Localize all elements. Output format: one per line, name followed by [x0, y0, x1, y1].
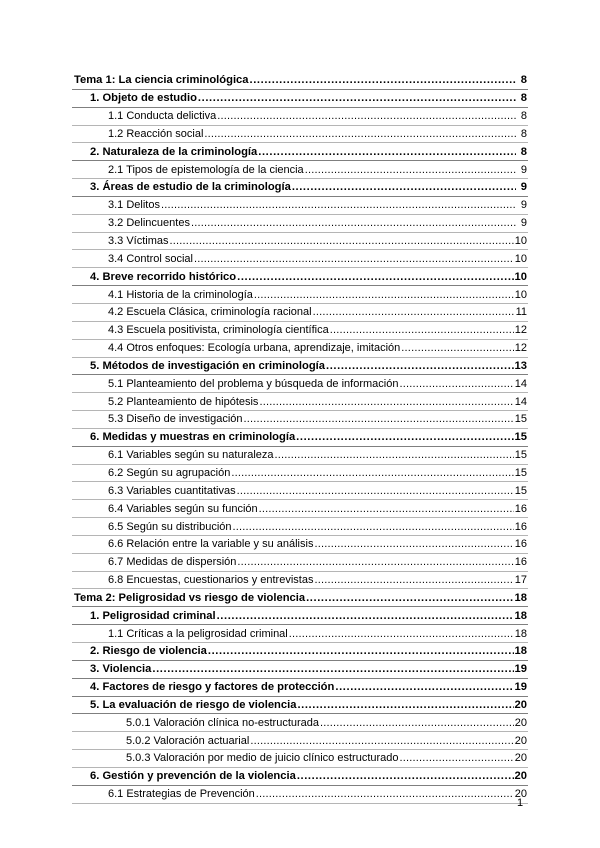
toc-entry-page: 15: [514, 449, 527, 462]
toc-entry-title: 5.0.3 Valoración por medio de juicio clínico estructurado: [126, 752, 399, 765]
toc-entry[interactable]: [72, 625, 528, 643]
dot-leader: [275, 449, 514, 461]
toc-entry-title: Tema 1: La ciencia criminológica: [74, 74, 249, 87]
toc-entry[interactable]: [72, 482, 528, 500]
toc-entry-page: 16: [514, 520, 527, 533]
toc-entry-page: 14: [514, 377, 527, 390]
toc-entry[interactable]: [72, 429, 528, 447]
toc-entry-title: 1.1 Conducta delictiva: [108, 110, 217, 123]
toc-entry[interactable]: [72, 411, 528, 429]
toc-entry-title: 5.2 Planteamiento de hipótesis: [108, 395, 259, 408]
table-of-contents: [72, 72, 528, 804]
toc-entry-page: 16: [514, 556, 527, 569]
dot-leader: [170, 235, 514, 247]
dot-leader: [313, 306, 515, 318]
dot-leader: [217, 110, 516, 122]
toc-entry-page: 15: [514, 431, 527, 444]
toc-entry-page: 18: [514, 627, 527, 640]
toc-entry-title: 3.2 Delincuentes: [108, 217, 190, 230]
dot-leader: [194, 253, 514, 265]
toc-entry-page: 9: [520, 181, 527, 194]
dot-leader: [314, 574, 513, 586]
dot-leader: [233, 521, 514, 533]
dot-leader: [400, 752, 514, 764]
toc-entry[interactable]: [72, 286, 528, 304]
toc-entry-title: 1. Peligrosidad criminal: [90, 609, 216, 622]
dot-leader: [217, 610, 514, 622]
toc-entry[interactable]: [72, 572, 528, 590]
dot-leader: [297, 770, 514, 782]
toc-entry[interactable]: [72, 589, 528, 607]
toc-entry-title: 2.1 Tipos de epistemología de la ciencia: [108, 163, 304, 176]
toc-entry-title: 6.7 Medidas de dispersión: [108, 556, 237, 569]
toc-entry-title: 4.2 Escuela Clásica, criminología racional: [108, 306, 312, 319]
toc-entry[interactable]: [72, 197, 528, 215]
toc-entry[interactable]: [72, 768, 528, 786]
dot-leader: [237, 485, 514, 497]
toc-entry-page: 20: [514, 788, 527, 801]
toc-entry-page: 18: [514, 645, 527, 658]
toc-entry-page: 20: [514, 770, 527, 783]
dot-leader: [256, 788, 514, 800]
toc-entry[interactable]: [72, 358, 528, 376]
dot-leader: [314, 538, 513, 550]
toc-entry[interactable]: [72, 607, 528, 625]
toc-entry-page: 15: [514, 484, 527, 497]
toc-entry-page: 14: [514, 395, 527, 408]
dot-leader: [306, 592, 513, 604]
dot-leader: [250, 74, 516, 86]
toc-entry-title: 3.1 Delitos: [108, 199, 160, 212]
toc-entry-page: 12: [514, 324, 527, 337]
toc-entry-title: 5.0.2 Valoración actuarial: [126, 734, 250, 747]
toc-entry-title: 3. Áreas de estudio de la criminología: [90, 181, 291, 194]
toc-entry-title: 3. Violencia: [90, 663, 152, 676]
toc-entry-page: 18: [514, 609, 527, 622]
dot-leader: [250, 735, 513, 747]
dot-leader: [161, 199, 516, 211]
toc-entry[interactable]: [72, 126, 528, 144]
toc-entry[interactable]: [72, 268, 528, 286]
toc-entry-title: 6.2 Según su agrupación: [108, 466, 231, 479]
toc-entry[interactable]: [72, 714, 528, 732]
toc-entry-page: 15: [514, 413, 527, 426]
toc-entry-title: 6. Medidas y muestras en criminología: [90, 431, 296, 444]
dot-leader: [297, 699, 513, 711]
toc-entry-title: 4.4 Otros enfoques: Ecología urbana, aprendizaje, imitación: [108, 342, 401, 355]
toc-entry[interactable]: [72, 340, 528, 358]
toc-entry-title: 4. Breve recorrido histórico: [90, 270, 237, 283]
dot-leader: [326, 360, 514, 372]
toc-entry-page: 19: [514, 663, 527, 676]
toc-entry-page: 18: [514, 591, 527, 604]
toc-entry-page: 17: [514, 574, 527, 587]
toc-entry-title: 6. Gestión y prevención de la violencia: [90, 770, 296, 783]
dot-leader: [244, 413, 514, 425]
toc-entry-page: 8: [520, 110, 527, 123]
toc-entry[interactable]: [72, 518, 528, 536]
toc-entry[interactable]: [72, 90, 528, 108]
toc-entry[interactable]: [72, 447, 528, 465]
toc-entry[interactable]: [72, 375, 528, 393]
dot-leader: [237, 271, 513, 283]
toc-entry-title: 5.3 Diseño de investigación: [108, 413, 243, 426]
toc-entry-title: 6.1 Estrategias de Prevención: [108, 788, 255, 801]
toc-entry-title: 2. Naturaleza de la criminología: [90, 145, 258, 158]
toc-entry[interactable]: [72, 143, 528, 161]
toc-entry-page: 16: [514, 502, 527, 515]
toc-entry[interactable]: [72, 697, 528, 715]
toc-entry-page: 10: [514, 252, 527, 265]
toc-entry-title: 1.1 Críticas a la peligrosidad criminal: [108, 627, 288, 640]
toc-entry-title: 1.2 Reacción social: [108, 127, 204, 140]
dot-leader: [259, 396, 513, 408]
toc-entry-page: 8: [520, 127, 527, 140]
dot-leader: [204, 128, 516, 140]
toc-entry-page: 13: [514, 359, 527, 372]
toc-entry[interactable]: [72, 322, 528, 340]
page-number: 1: [517, 797, 524, 809]
toc-entry-title: 6.4 Variables según su función: [108, 502, 258, 515]
toc-entry-title: 5. Métodos de investigación en criminología: [90, 359, 325, 372]
toc-entry[interactable]: [72, 661, 528, 679]
toc-entry-title: 1. Objeto de estudio: [90, 92, 197, 105]
toc-entry-title: 5.0.1 Valoración clínica no-estructurada: [126, 716, 320, 729]
toc-entry-page: 8: [520, 92, 527, 105]
toc-entry[interactable]: [72, 750, 528, 768]
toc-entry[interactable]: [72, 643, 528, 661]
toc-entry[interactable]: [72, 233, 528, 251]
toc-entry-page: 9: [520, 217, 527, 230]
toc-entry-page: 20: [514, 716, 527, 729]
dot-leader: [259, 503, 514, 515]
dot-leader: [152, 663, 513, 675]
toc-entry[interactable]: [72, 215, 528, 233]
toc-entry-page: 15: [514, 466, 527, 479]
toc-entry-page: 19: [514, 681, 527, 694]
toc-entry-title: Tema 2: Peligrosidad vs riesgo de violencia: [74, 591, 306, 604]
toc-entry[interactable]: [72, 72, 528, 90]
dot-leader: [401, 342, 513, 354]
dot-leader: [320, 717, 514, 729]
toc-entry-title: 6.1 Variables según su naturaleza: [108, 449, 274, 462]
toc-entry-title: 4.3 Escuela positivista, criminología científica: [108, 324, 329, 337]
toc-entry[interactable]: [72, 250, 528, 268]
toc-entry-title: 6.8 Encuestas, cuestionarios y entrevistas: [108, 574, 314, 587]
dot-leader: [335, 681, 513, 693]
toc-entry-page: 16: [514, 538, 527, 551]
toc-entry[interactable]: [72, 161, 528, 179]
dot-leader: [292, 181, 516, 193]
toc-entry-title: 2. Riesgo de violencia: [90, 645, 207, 658]
toc-entry-page: 9: [520, 199, 527, 212]
toc-entry[interactable]: [72, 108, 528, 126]
toc-entry[interactable]: [72, 304, 528, 322]
toc-entry-page: 12: [514, 342, 527, 355]
dot-leader: [198, 92, 516, 104]
toc-entry[interactable]: [72, 732, 528, 750]
toc-entry-page: 10: [514, 288, 527, 301]
toc-entry-title: 6.3 Variables cuantitativas: [108, 484, 236, 497]
toc-entry-title: 4.1 Historia de la criminología: [108, 288, 253, 301]
toc-entry-title: 3.4 Control social: [108, 252, 193, 265]
toc-entry-page: 20: [514, 752, 527, 765]
toc-entry-page: 11: [515, 306, 527, 319]
dot-leader: [289, 628, 514, 640]
dot-leader: [231, 467, 513, 479]
toc-entry-title: 6.5 Según su distribución: [108, 520, 232, 533]
toc-entry[interactable]: [72, 465, 528, 483]
toc-entry[interactable]: [72, 536, 528, 554]
dot-leader: [208, 645, 514, 657]
dot-leader: [330, 324, 514, 336]
dot-leader: [296, 431, 513, 443]
toc-entry-page: 9: [520, 163, 527, 176]
toc-entry[interactable]: [72, 393, 528, 411]
dot-leader: [305, 164, 516, 176]
toc-entry-title: 5. La evaluación de riesgo de violencia: [90, 698, 297, 711]
dot-leader: [237, 556, 513, 568]
toc-entry-title: 6.6 Relación entre la variable y su análisis: [108, 538, 314, 551]
toc-entry-page: 20: [514, 734, 527, 747]
dot-leader: [191, 217, 516, 229]
toc-entry-page: 8: [520, 145, 527, 158]
toc-entry-page: 8: [520, 74, 527, 87]
toc-entry-page: 10: [514, 270, 527, 283]
toc-entry-page: 20: [514, 698, 527, 711]
toc-entry-title: 3.3 Víctimas: [108, 235, 169, 248]
toc-entry[interactable]: [72, 179, 528, 197]
toc-entry[interactable]: [72, 786, 528, 804]
dot-leader: [399, 378, 513, 390]
toc-entry-title: 4. Factores de riesgo y factores de protección: [90, 681, 335, 694]
dot-leader: [254, 289, 514, 301]
toc-entry[interactable]: [72, 500, 528, 518]
toc-entry-title: 5.1 Planteamiento del problema y búsqueda de información: [108, 377, 399, 390]
toc-entry-page: 10: [514, 235, 527, 248]
toc-entry[interactable]: [72, 679, 528, 697]
dot-leader: [258, 146, 516, 158]
toc-entry[interactable]: [72, 554, 528, 572]
